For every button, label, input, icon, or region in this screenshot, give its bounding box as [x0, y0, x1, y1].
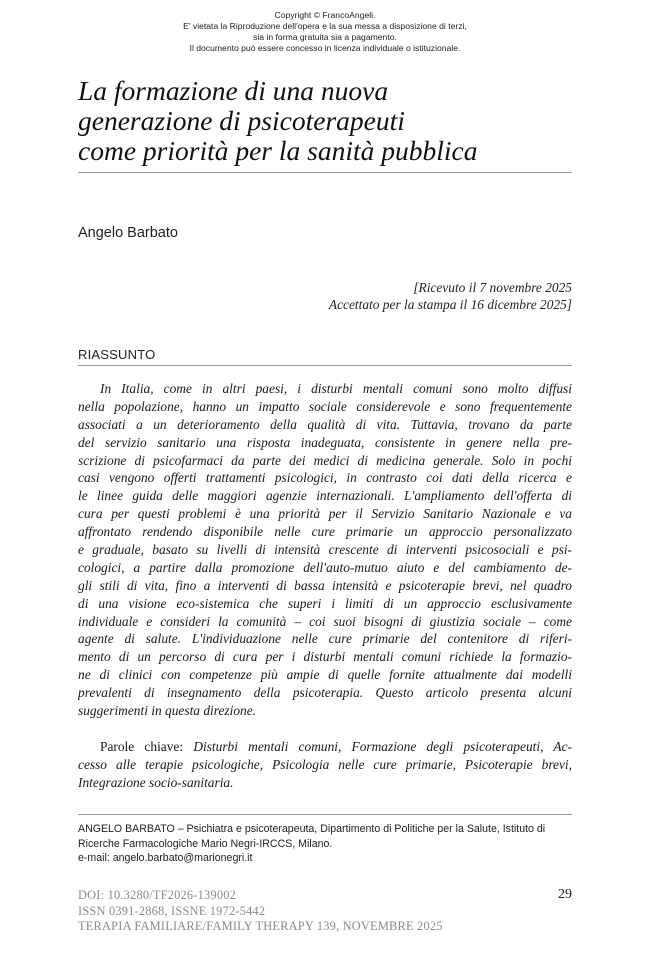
- title-line: La formazione di una nuova: [78, 75, 389, 106]
- abstract-line: ne di clinici con competenze più ampie di quelle fornite attualmente dai modelli: [78, 667, 572, 683]
- keywords-line: Integrazione socio-sanitaria.: [78, 775, 234, 790]
- title-divider: [78, 172, 572, 173]
- abstract-line: affrontato rendendo disponibile nelle cure primarie un approccio personalizzato: [78, 524, 572, 540]
- abstract-line: associati a un deterioramento della qualità di vita. Tuttavia, trovano da parte: [78, 416, 572, 432]
- abstract-line: suggerimenti in questa direzione.: [78, 703, 257, 719]
- affiliation-line: ANGELO BARBATO – Psichiatra e psicoterapeuta, Dipartimento di Politiche per la Salute, Istituto di: [78, 823, 546, 835]
- issn: ISSN 0391-2868, ISSNE 1972-5442: [78, 903, 266, 918]
- abstract-line: In Italia, come in altri paesi, i disturbi mentali comuni sono molto diffusi: [100, 381, 572, 396]
- copyright-notice: [0, 10, 650, 54]
- submission-dates: [329, 279, 572, 313]
- abstract-line: e graduale, basato su livelli di intensità crescente di interventi psicosociali e psi-: [78, 542, 572, 558]
- title-line: generazione di psicoterapeuti: [78, 105, 405, 136]
- abstract-line: scrizione di psicofarmaci da parte dei medici di medicina generale. Solo in pochi: [78, 452, 572, 468]
- journal-footer: [78, 888, 443, 935]
- abstract-body: [78, 380, 572, 720]
- abstract-line: del servizio sanitario una risposta inadeguata, consistente in genere nella pre-: [78, 434, 572, 450]
- journal-issue: TERAPIA FAMILIARE/FAMILY THERAPY 139, NOVEMBRE 2025: [78, 919, 443, 933]
- article-title: [78, 76, 578, 166]
- affiliation-rule: [78, 814, 572, 815]
- keywords-line: [78, 738, 572, 756]
- accepted-date: Accettato per la stampa il 16 dicembre 2025]: [328, 297, 572, 312]
- keywords-block: [78, 738, 572, 792]
- title-line: come priorità per la sanità pubblica: [78, 135, 478, 166]
- received-date: [Ricevuto il 7 novembre 2025: [413, 280, 572, 295]
- affiliation-line: Ricerche Farmacologiche Mario Negri-IRCCS, Milano.: [78, 837, 333, 850]
- abstract-line: cologici, a partire dalla promozione dell'auto-mutuo aiuto e del cambiamento de-: [78, 559, 572, 575]
- copyright-line: E' vietata la Riproduzione dell'opera e la sua messa a disposizione di terzi,: [183, 21, 467, 31]
- abstract-line: nella popolazione, hanno un impatto sociale considerevole e sono frequentemente: [78, 398, 572, 414]
- abstract-line: individuale e consideri la comunità – coi suoi bisogni di giustizia sociale – come: [78, 613, 572, 629]
- author-name: Angelo Barbato: [78, 225, 178, 241]
- keywords-line: cesso alle terapie psicologiche, Psicologia nelle cure primarie, Psicoterapie brevi,: [78, 757, 572, 772]
- page-number: 29: [558, 887, 572, 902]
- keywords-text: Disturbi mentali comuni, Formazione degli psicoterapeuti, Ac-: [193, 739, 572, 754]
- abstract-line: le linee guida delle maggiori agenzie internazionali. L'ampliamento dell'offerta di: [78, 488, 572, 504]
- abstract-line: mento di un percorso di cura per i disturbi mentali comuni richiede la formazio-: [78, 649, 572, 665]
- copyright-line: sia in forma gratuita sia a pagamento.: [253, 32, 397, 42]
- abstract-line: prevalenti di insegnamento della psicoterapia. Questo articolo presenta alcuni: [78, 685, 572, 701]
- copyright-line: Copyright © FrancoAngeli.: [274, 10, 376, 20]
- abstract-line: casi vengono offerti trattamenti psicologici, in contrasto coi dati della ricerca e: [78, 470, 572, 486]
- abstract-heading-rule: [78, 365, 572, 366]
- copyright-line: Il documento può essere concesso in licenza individuale o istituzionale.: [189, 43, 461, 53]
- doi: DOI: 10.3280/TF2026-139002: [78, 888, 237, 902]
- keywords-label: Parole chiave:: [100, 739, 194, 754]
- author-email: e-mail: angelo.barbato@marionegri.it: [78, 852, 253, 864]
- author-affiliation: [78, 822, 572, 866]
- abstract-line: cura per questi problemi è una priorità per il Servizio Sanitario Nazionale e va: [78, 506, 572, 522]
- abstract-line: di una visione eco-sistemica che superi i limiti di un approccio esclusivamente: [78, 595, 572, 611]
- abstract-line: gli stili di vita, fino a interventi di bassa intensità e psicoterapie brevi, nel quadro: [78, 577, 572, 593]
- abstract-heading: RIASSUNTO: [78, 347, 156, 362]
- abstract-line: agente di salute. L'individuazione nelle cure primarie del contenitore di riferi-: [78, 631, 572, 647]
